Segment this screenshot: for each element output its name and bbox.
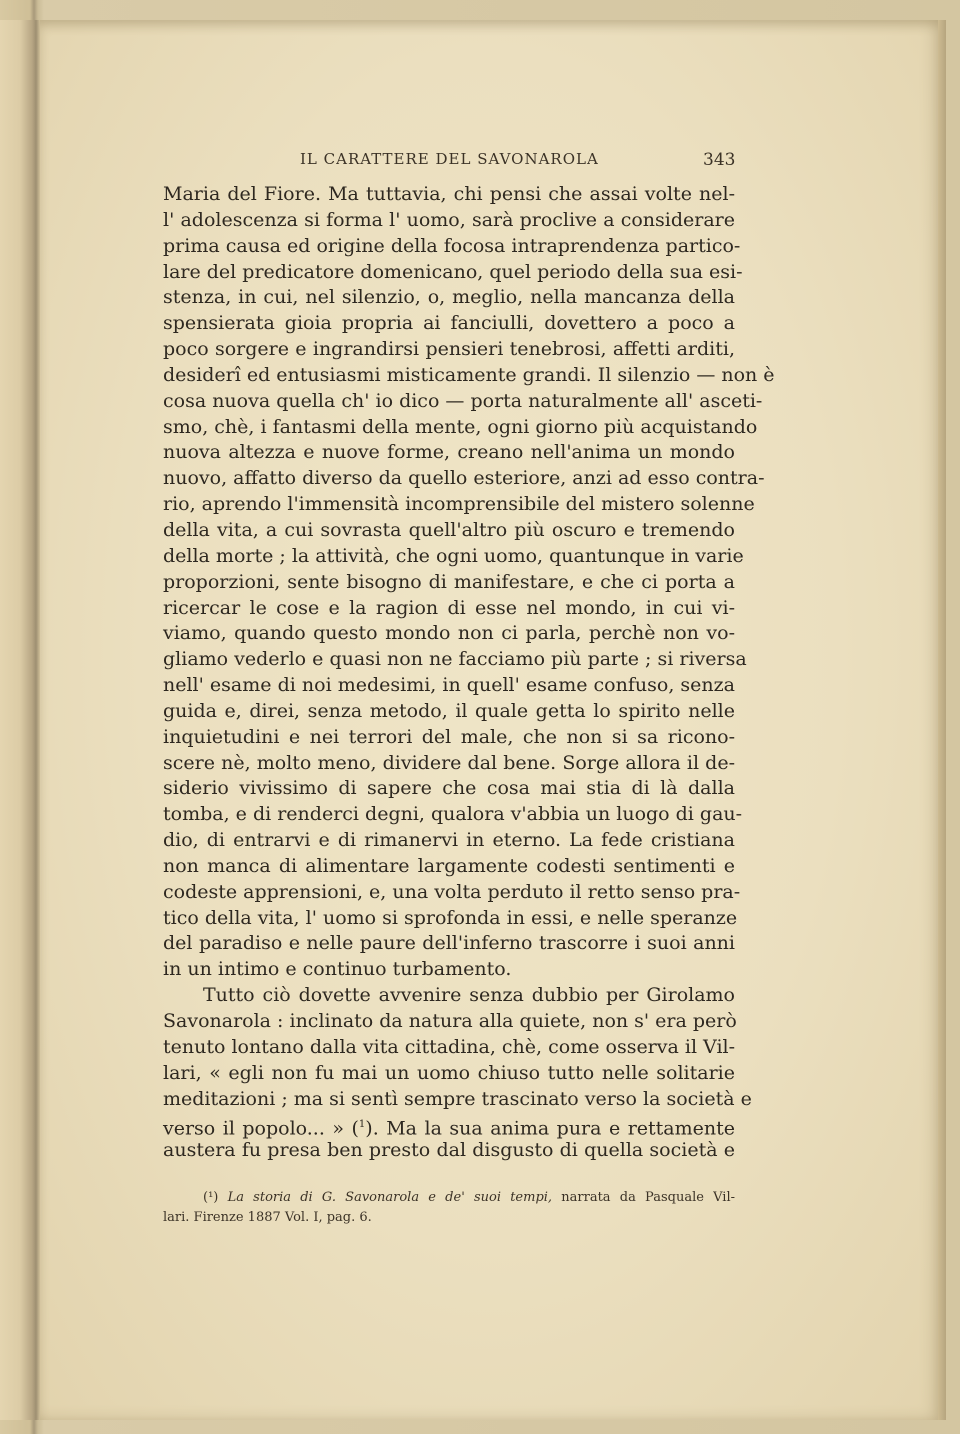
text-line: desiderî ed entusiasmi misticamente grandi. Il silenzio — non è bbox=[163, 363, 775, 386]
text-line-with-ref bbox=[163, 1112, 735, 1138]
text-line: austera fu presa ben presto dal disgusto di quella società e bbox=[163, 1139, 735, 1162]
running-title: IL CARATTERE DEL SAVONAROLA bbox=[300, 150, 599, 168]
text-line: siderio vivissimo di sapere che cosa mai stia di là dalla bbox=[163, 777, 735, 800]
text-line: nell' esame di noi medesimi, in quell' esame confuso, senza bbox=[163, 674, 735, 697]
footnote-marker: (¹) bbox=[203, 1190, 219, 1205]
line-part: ). Ma la sua anima pura e rettamente bbox=[365, 1117, 735, 1140]
text-line: lari, « egli non fu mai un uomo chiuso tutto nelle solitarie bbox=[163, 1061, 735, 1084]
footnote bbox=[163, 1188, 735, 1228]
text-line: codeste apprensioni, e, una volta perduto il retto senso pra- bbox=[163, 880, 741, 903]
text-line: della morte ; la attività, che ogni uomo, quantunque in varie bbox=[163, 544, 744, 567]
text-line: scere nè, molto meno, dividere dal bene. Sorge allora il de- bbox=[163, 751, 735, 774]
text-line: Savonarola : inclinato da natura alla quiete, non s' era però bbox=[163, 1010, 737, 1032]
line-part: verso il popolo... » ( bbox=[163, 1117, 359, 1140]
text-line: nuova altezza e nuove forme, creano nell'anima un mondo bbox=[163, 441, 735, 464]
text-line: cosa nuova quella ch' io dico — porta naturalmente all' asceti- bbox=[163, 389, 763, 412]
text-line: tico della vita, l' uomo si sprofonda in essi, e nelle speranze bbox=[163, 906, 738, 929]
body-text bbox=[163, 182, 775, 1164]
text-line: prima causa ed origine della focosa intraprendenza partico- bbox=[163, 234, 741, 257]
footnote-ref[interactable]: 1 bbox=[358, 1119, 366, 1131]
text-line: guida e, direi, senza metodo, il quale getta lo spirito nelle bbox=[163, 699, 735, 722]
footnote-title: La storia di G. Savonarola e de' suoi tempi, bbox=[227, 1190, 553, 1205]
text-line: della vita, a cui sovrasta quell'altro più oscuro e tremendo bbox=[163, 518, 735, 541]
text-line: tomba, e di renderci degni, qualora v'abbia un luogo di gau- bbox=[163, 803, 743, 826]
text-line: tenuto lontano dalla vita cittadina, chè, come osserva il Vil- bbox=[163, 1035, 736, 1058]
text-line: del paradiso e nelle paure dell'inferno trascorre i suoi anni bbox=[163, 932, 735, 955]
page-edge bbox=[938, 20, 946, 1420]
text-line: in un intimo e continuo turbamento. bbox=[163, 958, 512, 981]
text-line: non manca di alimentare largamente codesti sentimenti e bbox=[163, 854, 735, 877]
text-line: l' adolescenza si forma l' uomo, sarà proclive a considerare bbox=[163, 208, 735, 231]
text-line: gliamo vederlo e quasi non ne facciamo più parte ; si riversa bbox=[163, 648, 747, 671]
text-line: rio, aprendo l'immensità incomprensibile del mistero solenne bbox=[163, 493, 755, 516]
text-line: proporzioni, sente bisogno di manifestare, e che ci porta a bbox=[163, 570, 735, 593]
footnote-text: narrata da Pasquale Vil- bbox=[561, 1190, 735, 1205]
text-line: poco sorgere e ingrandirsi pensieri tenebrosi, affetti arditi, bbox=[163, 338, 735, 361]
page-number: 343 bbox=[703, 150, 736, 170]
text-line: Maria del Fiore. Ma tuttavia, chi pensi che assai volte nel- bbox=[163, 183, 735, 205]
text-line: viamo, quando questo mondo non ci parla, perchè non vo- bbox=[163, 622, 735, 645]
text-line: nuovo, affatto diverso da quello esteriore, anzi ad esso contra- bbox=[163, 467, 765, 490]
text-line: meditazioni ; ma si sentì sempre trascinato verso la società e bbox=[163, 1087, 752, 1110]
text-line: dio, di entrarvi e di rimanervi in eterno. La fede cristiana bbox=[163, 829, 735, 852]
text-line: ricercar le cose e la ragion di esse nel mondo, in cui vi- bbox=[163, 596, 735, 619]
page-header bbox=[0, 150, 960, 170]
text-line: smo, chè, i fantasmi della mente, ogni giorno più acquistando bbox=[163, 415, 758, 438]
footnote-line: lari. Firenze 1887 Vol. I, pag. 6. bbox=[163, 1210, 372, 1225]
text-line: stenza, in cui, nel silenzio, o, meglio, nella mancanza della bbox=[163, 286, 735, 309]
text-line: inquietudini e nei terrori del male, che non si sa ricono- bbox=[163, 725, 735, 748]
footnote-line bbox=[163, 1188, 735, 1208]
text-line: Tutto ciò dovette avvenire senza dubbio per Girolamo bbox=[203, 984, 735, 1007]
text-line: spensierata gioia propria ai fanciulli, dovettero a poco a bbox=[163, 312, 735, 335]
text-line: lare del predicatore domenicano, quel periodo della sua esi- bbox=[163, 260, 743, 283]
book-spine-edge bbox=[0, 20, 40, 1420]
